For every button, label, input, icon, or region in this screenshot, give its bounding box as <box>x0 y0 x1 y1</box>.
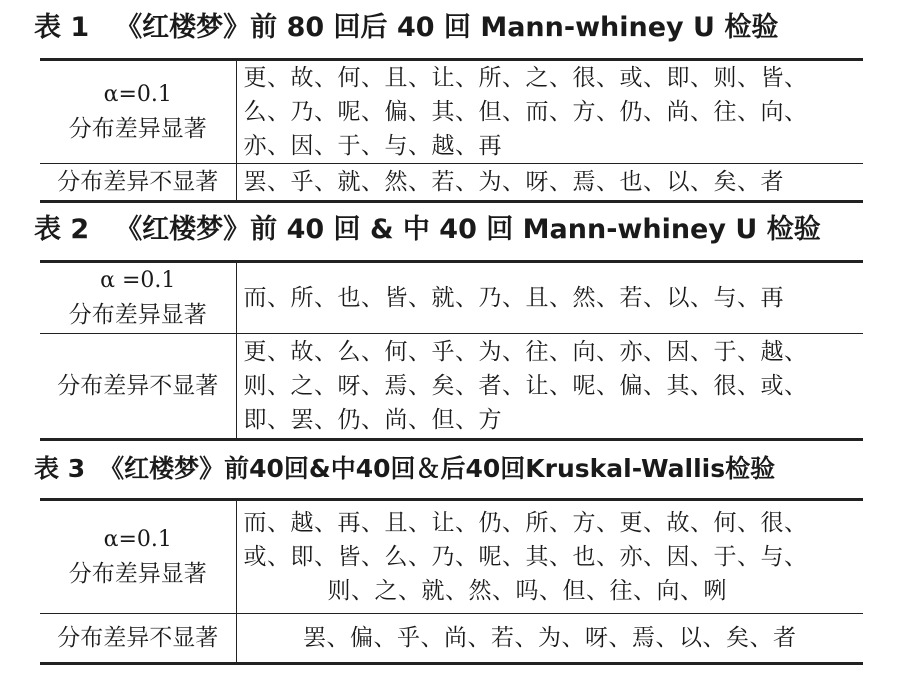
table2-nonsig-line: 即、罢、仍、尚、但、方 <box>243 407 502 433</box>
table1-title <box>34 14 884 41</box>
table3-nonsignificant-label: 分布差异不显著 <box>40 614 236 664</box>
table1-number: 表 1 <box>34 12 90 43</box>
table3-significant-words <box>236 500 863 614</box>
table3-row-significant <box>40 500 863 614</box>
table2-nonsignificant-label: 分布差异不显著 <box>40 334 236 440</box>
table1-significant-label: 分布差异显著 <box>68 116 207 142</box>
table2-nonsignificant-words <box>236 334 863 440</box>
table1-nonsig-line: 罢、乎、就、然、若、为、呀、焉、也、以、矣、者 <box>243 169 784 195</box>
table1-sig-line: 么、乃、呢、偏、其、但、而、方、仍、尚、往、向、 <box>243 99 808 125</box>
table3-alpha: α=0.1 <box>103 527 172 552</box>
table1-significant-label-cell <box>40 60 236 164</box>
table3-nonsig-line: 罢、偏、乎、尚、若、为、呀、焉、以、矣、者 <box>303 625 797 651</box>
table2-nonsig-line: 更、故、么、何、乎、为、往、向、亦、因、于、越、 <box>243 339 808 365</box>
table1-sig-line: 更、故、何、且、让、所、之、很、或、即、则、皆、 <box>243 65 808 91</box>
table1-row-nonsignificant <box>40 164 863 202</box>
table1-nonsignificant-label: 分布差异不显著 <box>40 164 236 202</box>
table1-caption: 《红楼梦》前 80 回后 40 回 Mann-whiney U 检验 <box>115 12 779 43</box>
table3-sig-line: 或、即、皆、么、乃、呢、其、也、亦、因、于、与、 <box>243 544 808 570</box>
table2-caption: 《红楼梦》前 40 回 & 中 40 回 Mann-whiney U 检验 <box>115 214 821 245</box>
table3-row-nonsignificant <box>40 614 863 664</box>
table3-significant-label-cell <box>40 500 236 614</box>
table2-row-significant <box>40 262 863 334</box>
table3-sig-line: 而、越、再、且、让、仍、所、方、更、故、何、很、 <box>243 510 808 536</box>
table2-nonsig-line: 则、之、呀、焉、矣、者、让、呢、偏、其、很、或、 <box>243 373 808 399</box>
table3-caption: 《红楼梦》前40回&中40回＆后40回Kruskal-Wallis检验 <box>99 454 776 483</box>
table1-nonsignificant-words <box>236 164 863 202</box>
table2-significant-label: 分布差异显著 <box>68 302 207 328</box>
table1 <box>40 58 863 203</box>
table3 <box>40 498 863 665</box>
table2-title <box>34 216 884 243</box>
table1-significant-words <box>236 60 863 164</box>
table3-sig-line: 则、之、就、然、吗、但、往、向、咧 <box>327 578 727 604</box>
table2-alpha: α =0.1 <box>100 268 176 293</box>
table1-row-significant <box>40 60 863 164</box>
table3-title <box>34 456 884 481</box>
table2-row-nonsignificant <box>40 334 863 440</box>
table1-alpha: α=0.1 <box>103 82 172 107</box>
table2-significant-label-cell <box>40 262 236 334</box>
table2-sig-line: 而、所、也、皆、就、乃、且、然、若、以、与、再 <box>243 285 784 311</box>
table2-number: 表 2 <box>34 214 90 245</box>
table2-significant-words <box>236 262 863 334</box>
table3-number: 表 3 <box>34 454 86 483</box>
table2 <box>40 260 863 441</box>
table3-significant-label: 分布差异显著 <box>68 561 207 587</box>
table3-nonsignificant-words <box>236 614 863 664</box>
table1-sig-line: 亦、因、于、与、越、再 <box>243 133 502 159</box>
